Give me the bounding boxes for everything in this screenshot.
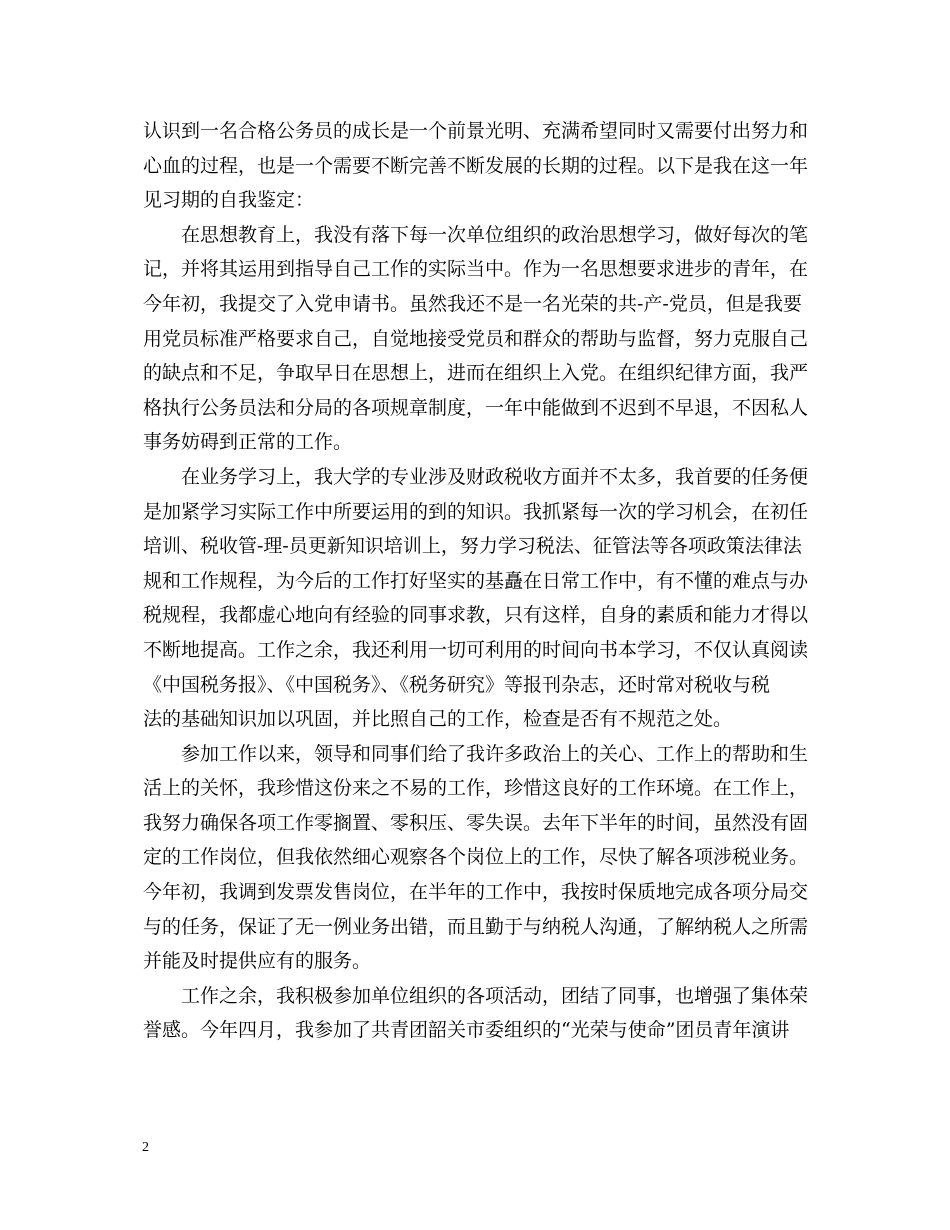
text-line: 不断地提高。工作之余，我还利用一切可利用的时间向书本学习，不仅认真阅读 <box>143 638 809 661</box>
text-line: 誉感。今年四月，我参加了共青团韶关市委组织的“光荣与使命”团员青年演讲 <box>143 1019 790 1042</box>
text-line: 今年初，我调到发票发售岗位，在半年的工作中，我按时保质地完成各项分局交 <box>143 881 809 904</box>
text-line: 的缺点和不足，争取早日在思想上，进而在组织上入党。在组织纪律方面，我严 <box>143 362 809 385</box>
text-line: 我努力确保各项工作零搁置、零积压、零失误。去年下半年的时间，虽然没有固 <box>143 811 809 834</box>
text-line: 规和工作规程，为今后的工作打好坚实的基矗在日常工作中，有不懂的难点与办 <box>143 569 809 592</box>
text-line: 见习期的自我鉴定： <box>143 189 315 212</box>
paragraph-first-line: 在思想教育上，我没有落下每一次单位组织的政治思想学习，做好每次的笔 <box>181 223 809 246</box>
text-line: 定的工作岗位，但我依然细心观察各个岗位上的工作，尽快了解各项涉税业务。 <box>143 846 809 869</box>
text-line: 与的任务，保证了无一例业务出错，而且勤于与纳税人沟通，了解纳税人之所需 <box>143 915 809 938</box>
text-line: 并能及时提供应有的服务。 <box>143 950 372 973</box>
text-line: 格执行公务员法和分局的各项规章制度，一年中能做到不迟到不早退，不因私人 <box>143 396 809 419</box>
text-line: 法的基础知识加以巩固，并比照自己的工作，检查是否有不规范之处。 <box>143 708 733 731</box>
text-line: 税规程，我都虚心地向有经验的同事求教，只有这样，自身的素质和能力才得以 <box>143 604 809 627</box>
text-line: 是加紧学习实际工作中所要运用的到的知识。我抓紧每一次的学习机会，在初任 <box>143 500 809 523</box>
text-line: 《中国税务报》、《中国税务》、《税务研究》等报刊杂志，还时常对税收与税 <box>143 673 771 696</box>
text-line: 认识到一名合格公务员的成长是一个前景光明、充满希望同时又需要付出努力和 <box>143 120 809 142</box>
text-line: 活上的关怀，我珍惜这份来之不易的工作，珍惜这良好的工作环境。在工作上， <box>143 777 809 800</box>
paragraph-first-line: 工作之余，我积极参加单位组织的各项活动，团结了同事，也增强了集体荣 <box>181 984 809 1007</box>
text-line: 记，并将其运用到指导自己工作的实际当中。作为一名思想要求进步的青年，在 <box>143 258 809 281</box>
text-line: 事务妨碍到正常的工作。 <box>143 431 353 454</box>
document-body <box>143 114 813 1048</box>
paragraph-first-line: 在业务学习上，我大学的专业涉及财政税收方面并不太多，我首要的任务便 <box>181 465 809 488</box>
text-line: 今年初，我提交了入党申请书。虽然我还不是一名光荣的共-产-党员，但是我要 <box>143 292 802 315</box>
text-line: 心血的过程，也是一个需要不断完善不断发展的长期的过程。以下是我在这一年 <box>143 154 809 177</box>
text-line: 用党员标准严格要求自己，自觉地接受党员和群众的帮助与监督，努力克服自己 <box>143 327 809 350</box>
page-number: 2 <box>142 1140 149 1155</box>
paragraph-first-line: 参加工作以来，领导和同事们给了我许多政治上的关心、工作上的帮助和生 <box>181 742 809 765</box>
text-line: 培训、税收管-理-员更新知识培训上，努力学习税法、征管法等各项政策法律法 <box>143 535 802 558</box>
